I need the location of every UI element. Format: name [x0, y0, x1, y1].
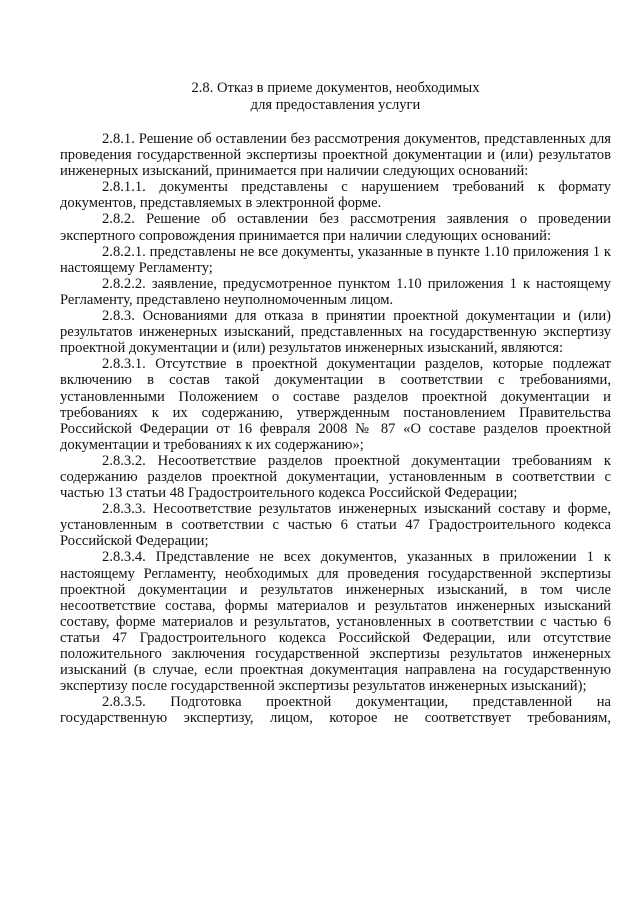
- heading-line-1: 2.8. Отказ в приеме документов, необходимых: [191, 80, 480, 96]
- heading-line-2: для предоставления услуги: [250, 96, 421, 113]
- section-heading: [60, 80, 611, 113]
- paragraph-2-8-3-3: 2.8.3.3. Несоответствие результатов инженерных изысканий составу и форме, установленным в соответствии с частью 6 статьи 47 Градостроительного кодекса Российской Федерации;: [60, 501, 611, 550]
- paragraph-2-8-1-1: 2.8.1.1. документы представлены с нарушением требований к формату документов, представляемых в электронной форме.: [60, 179, 611, 212]
- paragraph-2-8-3: 2.8.3. Основаниями для отказа в принятии проектной документации и (или) результатов инженерных изысканий, представленных на государственную экспертизу проектной документации и (или) результатов инженерных изысканий, являются:: [60, 308, 611, 357]
- paragraph-2-8-1: 2.8.1. Решение об оставлении без рассмотрения документов, представленных для проведения государственной экспертизы проектной документации и (или) результатов инженерных изысканий, принимается при наличии следующих оснований:: [60, 131, 611, 180]
- paragraph-2-8-2-2: 2.8.2.2. заявление, предусмотренное пунктом 1.10 приложения 1 к настоящему Регламенту, представлено неуполномоченным лицом.: [60, 275, 611, 308]
- document-body: [60, 131, 611, 726]
- paragraph-2-8-3-4: 2.8.3.4. Представление не всех документов, указанных в приложении 1 к настоящему Регламенту, необходимых для проведения государственной экспертизы проектной документации и результатов инженерных изысканий, в том числе несоответствие состава, формы материалов и результатов инженерных изысканий составу, форме материалов и результатов, установленных в соответствии с частью 6 статьи 47 Градостроительного кодекса Российской Федерации, или отсутствие положительного заключения государственной экспертизы результатов инженерных изысканий (в случае, если проектная документация направлена на государственную экспертизу после государственной экспертизы результатов инженерных изысканий);: [60, 549, 611, 695]
- paragraph-2-8-3-2: 2.8.3.2. Несоответствие разделов проектной документации требованиям к содержанию разделов проектной документации, установленным в соответствии с частью 13 статьи 48 Градостроительного кодекса Российской Федерации;: [60, 452, 611, 502]
- paragraph-2-8-2: 2.8.2. Решение об оставлении без рассмотрения заявления о проведении экспертного сопровождения принимается при наличии следующих оснований:: [60, 211, 611, 244]
- paragraph-2-8-3-1: 2.8.3.1. Отсутствие в проектной документации разделов, которые подлежат включению в состав такой документации в соответствии с требованиями, установленными Положением о составе разделов проектной документации и требованиях к их содержанию, утвержденным постановлением Правительства Российской Федерации от 16 февраля 2008 № 87 «О составе разделов проектной документации и требованиях к их содержанию»;: [60, 356, 611, 453]
- paragraph-2-8-3-5: 2.8.3.5. Подготовка проектной документации, представленной на государственную экспертизу, лицом, которое не соответствует требованиям,: [60, 694, 611, 727]
- paragraph-2-8-2-1: 2.8.2.1. представлены не все документы, указанные в пункте 1.10 приложения 1 к настоящему Регламенту;: [60, 243, 611, 276]
